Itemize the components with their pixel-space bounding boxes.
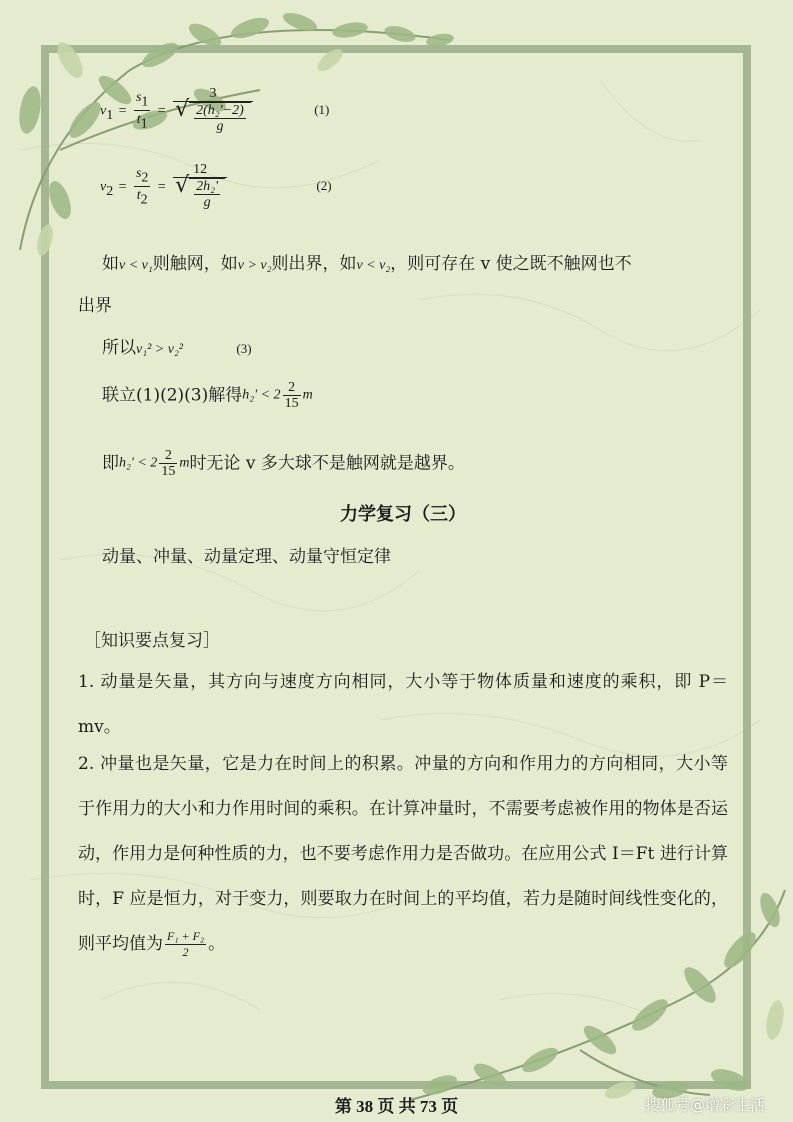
point-1-paragraph: 1. 动量是矢量，其方向与速度方向相同，大小等于物体质量和速度的乘积，即 P＝mv。	[78, 672, 728, 737]
solution-line: 联立(1)(2)(3)解得h₂' < 2 $\frac{2}{15}$ m	[102, 380, 313, 411]
equation-number-2: (2)	[316, 178, 332, 193]
paragraph-condition-cont: 出界	[78, 296, 112, 316]
section-title: 力学复习（三）	[340, 504, 466, 525]
fraction-s1-t1: $\frac{s_1}{t_1}$	[135, 90, 149, 131]
math-v-less-v2: v < v₂	[356, 258, 391, 273]
inequality-line: 所以v₁² > v₂² (3)	[102, 338, 252, 358]
point-2-paragraph: 2. 冲量也是矢量，它是力在时间上的积累。冲量的方向和作用力的方向相同，大小等于作用力的大小和力作用时间的乘积。在计算冲量时，不需要考虑被作用的物体是否运动，作用力是何种性质的力，也不要考虑作用力是否做功。在应用公式 I＝Ft 进行计算时，F 应是恒力，对于变力，则要取力在时间上的平均值，若力是随时间线性变化的，则平均值为 $\frac{\text{F₁ + F₂}}{2}$ 。	[78, 754, 728, 959]
average-force-fraction: $\frac{\text{F₁ + F₂}}{2}$	[167, 929, 205, 959]
fraction-v1-value: 3 √ $\frac{\text{2(h₂'−2)}}{g}$	[173, 86, 253, 134]
math-h2-inequality: h₂' < 2	[242, 387, 281, 403]
knowledge-heading: ［知识要点复习］	[84, 631, 220, 651]
math-v1sq-greater-v2sq: v₁² > v₂²	[136, 342, 184, 357]
watermark: 搜狐号@增彩生活	[644, 1096, 765, 1114]
v2-symbol: v	[100, 179, 107, 195]
equation-number-1: (1)	[314, 102, 330, 117]
mixed-fraction: $\frac{2}{15}$	[284, 380, 299, 411]
v2-subscript: 2	[106, 183, 114, 199]
page-footer: 第 38 页 共 73 页	[334, 1097, 459, 1116]
paragraph-condition: 如v < v₁则触网，如v > v₂则出界，如v < v₂，则可存在 v 使之既不触网也不	[102, 254, 632, 274]
fraction-s2-t2: $\frac{s_2}{t_2}$	[135, 166, 149, 207]
formula-v1: $v_1$ = $\frac{s_1}{t_1}$ = 3 √ $\frac{\text{2(h₂'−2)}}{g}$ (1)	[100, 86, 330, 134]
v1-symbol: v	[100, 103, 107, 119]
conclusion-line: 即h₂' < 2 $\frac{2}{15}$ m时无论 v 多大球不是触网就是越界。	[102, 448, 465, 479]
v1-subscript: 1	[106, 107, 114, 123]
formula-v2: $v_2$ = $\frac{s_2}{t_2}$ = 12 √ $\frac{\text{2h₂'}}{g}$ (2)	[100, 162, 332, 210]
section-subtitle: 动量、冲量、动量定理、动量守恒定律	[102, 547, 391, 567]
math-v-less-v1: v < v₁	[119, 258, 153, 273]
equation-number-3: (3)	[236, 341, 252, 356]
fraction-v2-value: 12 √ $\frac{\text{2h₂'}}{g}$	[173, 162, 227, 210]
math-v-greater-v2: v > v₂	[237, 258, 272, 273]
